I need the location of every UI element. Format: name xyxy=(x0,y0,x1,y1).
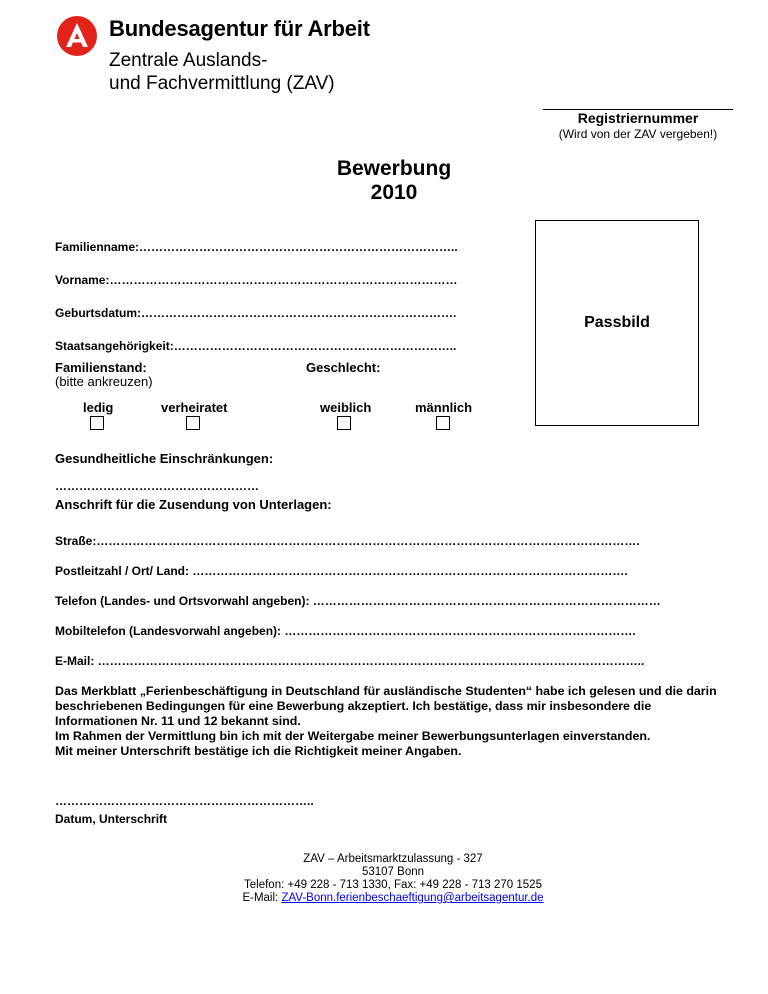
field-plz-ort-land[interactable]: Postleitzahl / Ort/ Land: ………………………………………………………………………………………………. xyxy=(55,564,628,578)
option-label-ledig: ledig xyxy=(83,400,114,415)
footer-line2: 53107 Bonn xyxy=(361,866,425,878)
declaration-paragraph: Das Merkblatt „Ferienbeschäftigung in Deutschland für ausländische Studenten“ habe ich gelesen und die darin beschriebenen Bedingungen für eine Bewerbung akzeptiert. Ich bestätige, dass mir insbesondere die Informationen Nr. 11 und 12 bekannt sind. xyxy=(55,684,717,728)
title-line1: Bewerbung xyxy=(336,157,452,180)
field-telefon[interactable]: Telefon (Landes- und Ortsvorwahl angeben): …………………………………………………………………………… xyxy=(55,594,661,608)
option-label-maennlich: männlich xyxy=(415,400,473,415)
footer-email-row xyxy=(200,892,586,905)
photo-box-label: Passbild xyxy=(584,314,650,331)
option-label-weiblich: weiblich xyxy=(320,400,372,415)
title-line2: 2010 xyxy=(370,181,418,204)
footer xyxy=(200,853,586,905)
footer-line1: ZAV – Arbeitsmarktzulassung - 327 xyxy=(303,853,483,865)
field-staatsangehoerigkeit[interactable]: Staatsangehörigkeit:…………………………………………………………….. xyxy=(55,339,457,353)
familienstand-label: Familienstand: xyxy=(55,360,147,375)
checkbox-maennlich[interactable] xyxy=(436,416,450,430)
declaration xyxy=(55,684,725,759)
address-heading: Anschrift für die Zusendung von Unterlagen: xyxy=(55,497,332,512)
footer-line3: Telefon: +49 228 - 713 1330, Fax: +49 228 - 713 270 1525 xyxy=(244,879,542,891)
org-name: Bundesagentur für Arbeit xyxy=(109,16,370,41)
checkbox-ledig[interactable] xyxy=(90,416,104,430)
health-input-line[interactable]: …………………………………………… xyxy=(55,479,259,493)
field-familienname[interactable]: Familienname:…………………………………………………………………….. xyxy=(55,240,458,254)
signature-label: Datum, Unterschrift xyxy=(55,812,168,826)
option-label-verheiratet: verheiratet xyxy=(161,400,228,415)
registration-note: (Wird von der ZAV vergeben!) xyxy=(558,127,718,141)
signature-line[interactable]: ……………………………………………………….. xyxy=(55,794,314,808)
checkbox-verheiratet[interactable] xyxy=(186,416,200,430)
footer-email-link[interactable]: ZAV-Bonn.ferienbeschaeftigung@arbeitsagentur.de xyxy=(281,892,544,904)
agency-logo-icon xyxy=(57,16,97,56)
field-mobiltelefon[interactable]: Mobiltelefon (Landesvorwahl angeben): ……………………………………………………………………………. xyxy=(55,624,636,638)
field-email[interactable]: E-Mail: ……………………………………………………………………………………………………………………….. xyxy=(55,654,645,668)
declaration-consent: Im Rahmen der Vermittlung bin ich mit der Weitergabe meiner Bewerbungsunterlagen einverstanden. xyxy=(55,729,651,743)
page-title xyxy=(234,157,554,205)
declaration-confirm: Mit meiner Unterschrift bestätige ich die Richtigkeit meiner Angaben. xyxy=(55,744,462,758)
familienstand-hint: (bitte ankreuzen) xyxy=(55,374,153,389)
field-vorname[interactable]: Vorname:…………………………………………………………………………… xyxy=(55,273,458,287)
registration-label: Registriernummer xyxy=(577,110,699,126)
footer-email-prefix: E-Mail: xyxy=(242,892,282,904)
geschlecht-label: Geschlecht: xyxy=(306,360,381,375)
org-subtitle-line2: und Fachvermittlung (ZAV) xyxy=(109,73,335,94)
health-label: Gesundheitliche Einschränkungen: xyxy=(55,451,274,466)
field-geburtsdatum[interactable]: Geburtsdatum:……………………………………………………………………. xyxy=(55,306,457,320)
checkbox-weiblich[interactable] xyxy=(337,416,351,430)
org-subtitle-line1: Zentrale Auslands- xyxy=(109,50,268,71)
field-strasse[interactable]: Straße:………………………………………………………………………………………………………………………. xyxy=(55,534,640,548)
